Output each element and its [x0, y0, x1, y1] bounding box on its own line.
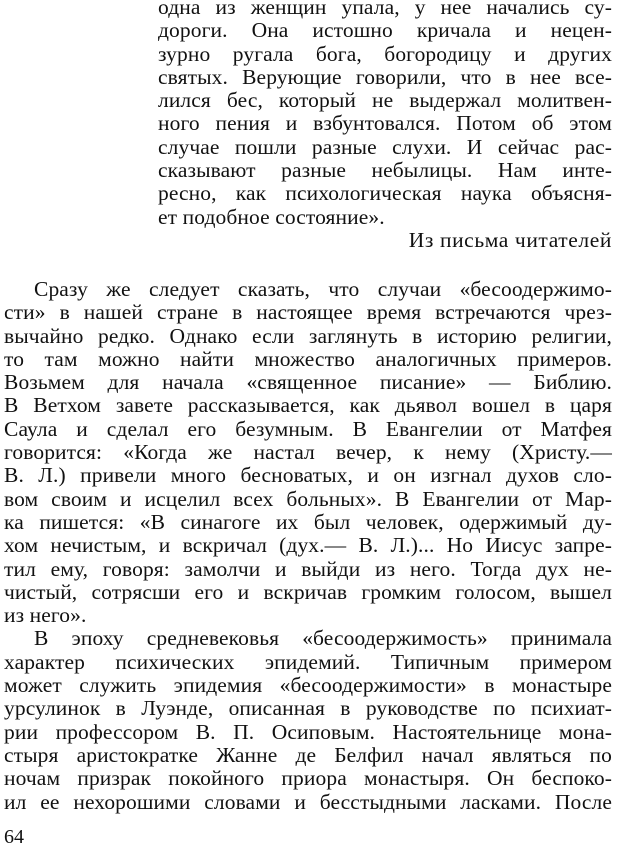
quote-line: одна из женщин упала, у нее начались су- [158, 0, 612, 19]
quote-line: лился бес, который не выдержал молитвен- [158, 88, 612, 113]
quote-line: дороги. Она истошно кричала и нецен- [158, 18, 612, 43]
quote-line: ного пения и взбунтовался. Потом об этом [158, 111, 612, 136]
quote-line: святых. Верующие говорили, что в нее все- [158, 64, 612, 89]
paragraph-line: хом нечистым, и вскричал (дух.— В. Л.)... Но Иисус запре- [4, 533, 612, 558]
paragraph-line: то там можно найти множество аналогичных примеров. [4, 346, 612, 371]
paragraph-line: В Ветхом завете рассказывается, как дьявол вошел в царя [4, 393, 612, 418]
paragraph-line: вом своим и исцелил всех больных». В Евангелии от Мар- [4, 486, 612, 511]
paragraph-line: характер психических эпидемий. Типичным примером [4, 649, 612, 674]
paragraph-line: ночам призрак покойного приора монастыря. Он беспоко- [4, 766, 612, 791]
page-number: 64 [4, 826, 24, 848]
paragraph-line: может служить эпидемия «бесоодержимости» в монастыре [4, 673, 612, 698]
paragraph-line: стыря аристократке Жанне де Белфил начал являться по [4, 742, 612, 767]
paragraph-line: вычайно редко. Однако если заглянуть в историю религии, [4, 323, 612, 348]
paragraph-line: Сразу же следует сказать, что случаи «бесоодержимо- [34, 277, 612, 301]
paragraph-line: ка пишется: «В синагоге их был человек, одержимый ду- [4, 509, 612, 534]
paragraph-line: рии профессором В. П. Осиповым. Настоятельнице мона- [4, 719, 612, 744]
paragraph-line: тил ему, говоря: замолчи и выйди из него. Тогда дух не- [4, 556, 612, 581]
paragraph-line: Саула и сделал его безумным. В Евангелии от Матфея [4, 416, 612, 441]
quote-line: ресно, как психологическая наука объясня- [158, 181, 612, 206]
quote-line: зурно ругала бога, богородицу и других [158, 41, 612, 66]
paragraph-line: сти» в нашей стране в настоящее время встречаются чрез- [4, 300, 612, 325]
paragraph-line: В. Л.) привели много бесноватых, и он изгнал духов сло- [4, 463, 612, 488]
paragraph-line: Возьмем для начала «священное писание» — Библию. [4, 370, 612, 395]
reader-letter-quote [158, 0, 612, 229]
quote-line: случае пошли разные слухи. И сейчас рас- [158, 134, 612, 159]
paragraph-line: из него». [4, 603, 87, 628]
paragraph-line: говорится: «Когда же настал вечер, к нему (Христу.— [4, 440, 612, 465]
quote-signature: Из письма читателей [408, 228, 612, 252]
quote-line: ет подобное состояние». [158, 204, 385, 229]
paragraph-line: ил ее нехорошими словами и бесстыдными ласками. После [4, 789, 612, 814]
paragraph-line: урсулинок в Луэнде, описанная в руководстве по психиат- [4, 696, 612, 721]
quote-line: сказывают разные небылицы. Нам инте- [158, 158, 612, 183]
paragraph-line: В эпоху средневековья «бесоодержимость» принимала [34, 626, 612, 651]
paragraph-line: чистый, сотрясши его и вскричав громким голосом, вышел [4, 579, 612, 604]
main-text [4, 278, 612, 814]
